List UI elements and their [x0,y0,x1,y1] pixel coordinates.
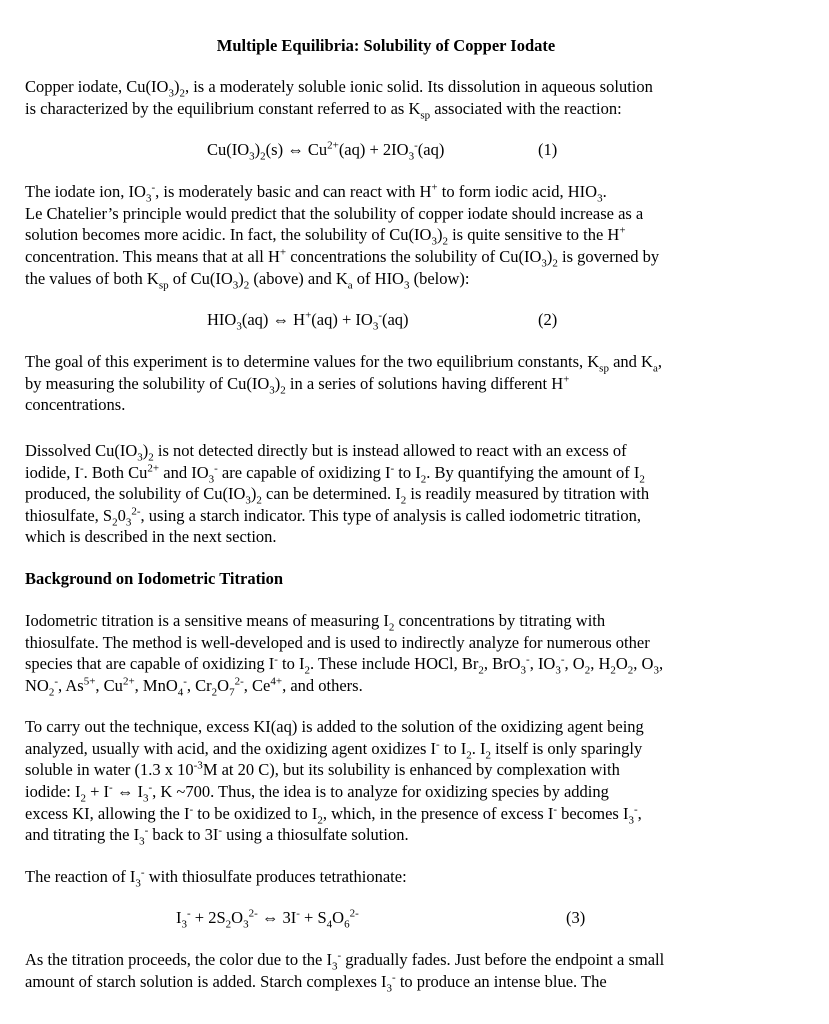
text-line: solution becomes more acidic. In fact, the solubility of $Cu(IO_3)_2$ is quite sensitive to the H+ [25,224,626,248]
text-line: The reaction of $I_3^-$ with thiosulfate produces tetrathionate: [25,866,407,890]
text-line: by measuring the solubility of $Cu(IO_3)_2$ in a series of solutions having different H+ [25,373,570,397]
text-line: thiosulfate. The method is well-developed and is used to indirectly analyze for numerous other [25,632,650,652]
text-line: produced, the solubility of $Cu(IO_3)_2$ can be determined. $I_2$ is readily measured by titration with [25,484,650,507]
text-line: iodide: $I_2 + I^-$ ⇔ $I_3^-$, K ~700. Thus, the idea is to analyze for oxidizing species by adding [25,781,609,805]
text-line: Copper iodate, $Cu(IO_3)_2$, is a moderately soluble ionic solid. Its dissolution in aqueous solution [25,77,653,100]
paragraph-technique [25,716,747,846]
text-line: is characterized by the equilibrium constant referred to as $K_{sp}$ associated with the reaction: [25,98,622,121]
text-line: soluble in water (1.3 x $10^{-3}M$ at 20 C), but its solubility is enhanced by complexation with [25,759,620,780]
equation-number: (1) [538,140,558,160]
equation-2 [25,309,747,331]
text-line: iodide, I-. Both $Cu^{2+}$ and $IO_3^-$ are capable of oxidizing I- to $I_2$. By quantifying the amount of $I_2$ [25,462,645,485]
paragraph-goal [25,351,747,416]
equation-number: (3) [566,908,586,928]
equation-expression: $Cu(IO_3)_2(s)$ ⇔ $Cu^{2+}(aq) + 2IO_3^-(aq)$ [207,139,445,163]
text-line: concentrations. [25,395,126,415]
text-line: the values of both $K_{sp}$ of $Cu(IO_3)_2$ (above) and $K_a$ of $HIO_3$ (below): [25,268,470,291]
text-line: Iodometric titration is a sensitive means of measuring $I_2$ concentrations by titrating with [25,610,606,634]
text-line: The iodate ion, $IO_3^-$, is moderately basic and can react with H+ to form iodic acid, $HIO_3$. [25,181,607,205]
text-line: thiosulfate, $S_20_3^{2-}$, using a starch indicator. This type of analysis is called iodometric titration, [25,505,642,529]
text-line: As the titration proceeds, the color due to the $I_3^-$ gradually fades. Just before the endpoint a small [25,949,665,973]
document-page [25,35,747,1013]
equation-expression: $I_3^- + 2S_2O_3^{2-}$ ⇔ $3I^- + S_4O_6^{2-}$ [176,907,359,931]
paragraph-iodate-acid [25,181,747,289]
paragraph-intro [25,76,747,119]
text-line: $NO_2^-$, $As^{5+}$, $Cu^{2+}$, MnO$_4$-, $Cr_2O_7^{2-}$, $Ce^{4+}$, and others. [25,675,363,698]
equation-expression: $HIO_3(aq)$ ⇔ $H^+(aq) + IO_3^-(aq)$ [207,309,409,333]
text-line: concentration. This means that at all H+ concentrations the solubility of $Cu(IO_3)_2$ is governed by [25,246,660,270]
text-line: which is described in the next section. [25,527,277,547]
equation-number: (2) [538,310,558,330]
text-line: amount of starch solution is added. Starch complexes $I_3^-$ to produce an intense blue. The [25,971,607,995]
text-line: excess KI, allowing the I- to be oxidized to $I_2$, which, in the presence of excess I- becomes $I_3^-$, [25,803,642,826]
equation-1 [25,139,747,161]
equation-3 [25,907,747,929]
paragraph-iodometric [25,610,747,696]
text-line: species that are capable of oxidizing I- to $I_2$. These include HOCl, $Br_2$, BrO$_3$-, $IO_3^-$, $O_2$, $H_2O_2$, $O_3$, [25,653,664,677]
text-line: analyzed, usually with acid, and the oxidizing agent oxidizes I- to $I_2$. $I_2$ itself is only sparingly [25,738,643,762]
text-line: To carry out the technique, excess KI(aq) is added to the solution of the oxidizing agent being [25,717,644,737]
text-line: Dissolved $Cu(IO_3)_2$ is not detected directly but is instead allowed to react with an excess of [25,440,627,464]
text-line: Le Chatelier’s principle would predict that the solubility of copper iodate should increase as a [25,203,644,223]
text-line: and titrating the $I_3^-$ back to 3I- using a thiosulfate solution. [25,824,409,848]
page-title: Multiple Equilibria: Solubility of Copper Iodate [216,36,556,55]
paragraph-endpoint [25,949,747,995]
paragraph-reaction [25,866,747,888]
paragraph-detection [25,440,747,548]
section-heading: Background on Iodometric Titration [25,568,284,588]
text-line: The goal of this experiment is to determine values for the two equilibrium constants, $K_{sp}$ and $K_a$, [25,352,662,375]
